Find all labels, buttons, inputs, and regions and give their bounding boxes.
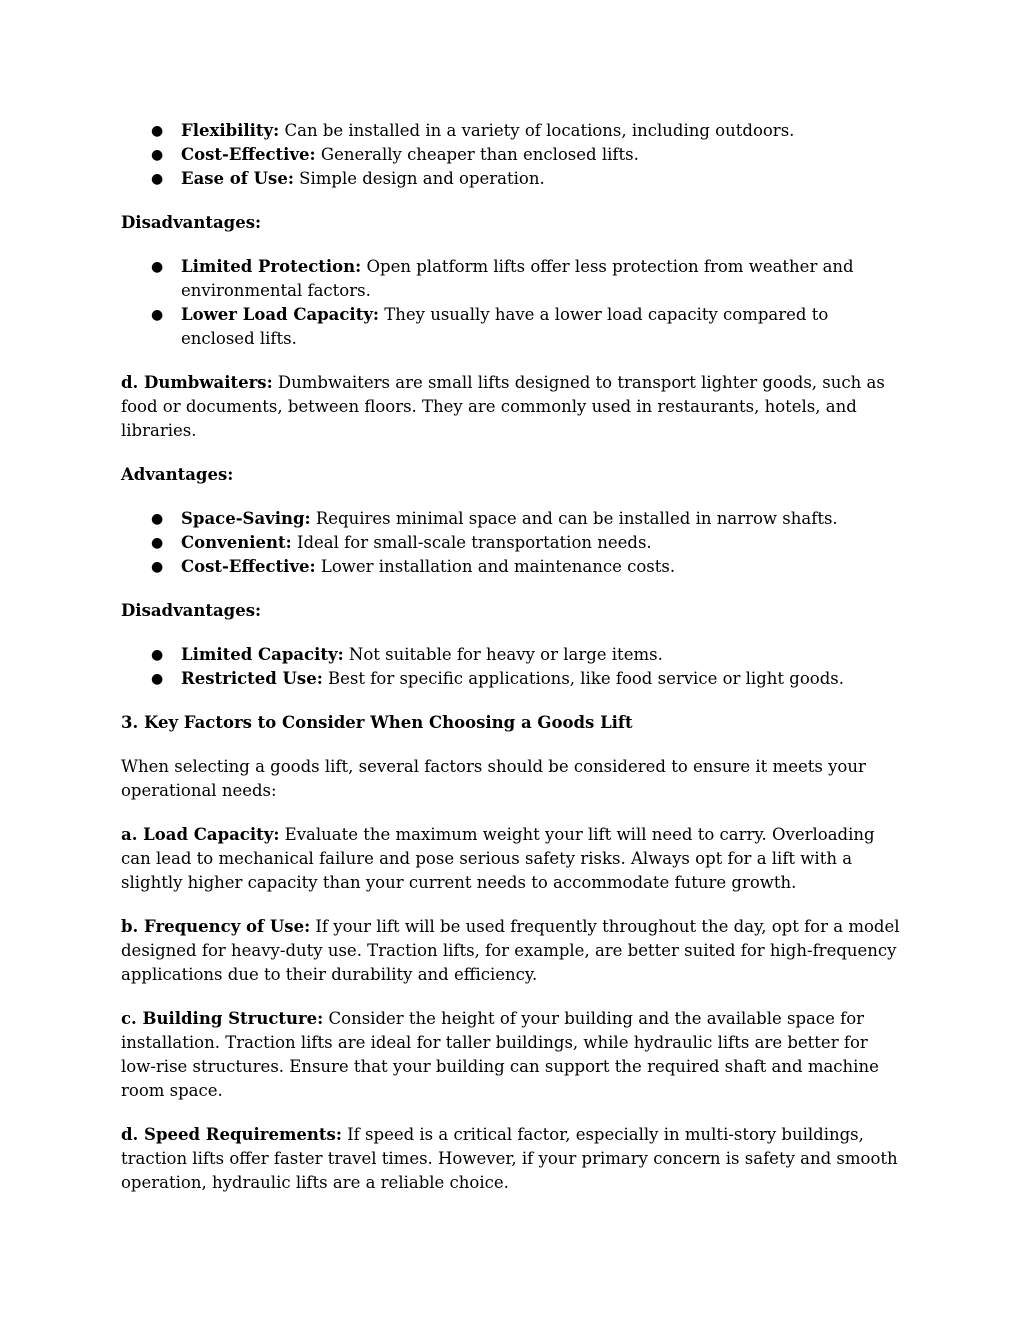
bullet-icon: ●	[151, 123, 164, 139]
list-item	[121, 507, 901, 531]
list-item-term: Convenient:	[181, 533, 292, 552]
list-item	[121, 643, 901, 667]
list-item-term: Cost-Effective:	[181, 145, 316, 164]
bullet-list-disadvantages-dumbwaiters	[121, 643, 901, 691]
paragraph-load-capacity	[121, 823, 901, 895]
bullet-icon: ●	[151, 307, 164, 323]
list-item-term: Restricted Use:	[181, 669, 323, 688]
bullet-icon: ●	[151, 171, 164, 187]
list-item-desc: Generally cheaper than enclosed lifts.	[315, 145, 639, 164]
list-item-term: Flexibility:	[181, 121, 280, 140]
heading-disadvantages: Disadvantages:	[121, 601, 262, 620]
heading-disadvantages: Disadvantages:	[121, 213, 262, 232]
bullet-list-disadvantages-platform	[121, 255, 901, 351]
paragraph-desc: If your lift will be used frequently throughout the day, opt for a model designed for heavy-duty use. Traction lifts, for example, are better suited for high-frequency applications due to their durability and efficiency.	[121, 917, 900, 984]
list-item	[121, 119, 901, 143]
paragraph-desc: If speed is a critical factor, especially in multi-story buildings, traction lifts offer faster travel times. However, if your primary concern is safety and smooth operation, hydraulic lifts are a reliable choice.	[121, 1125, 898, 1192]
bullet-icon: ●	[151, 559, 164, 575]
section-intro: When selecting a goods lift, several factors should be considered to ensure it meets your operational needs:	[121, 757, 866, 800]
paragraph-dumbwaiters	[121, 371, 901, 443]
paragraph-frequency-of-use	[121, 915, 901, 987]
bullet-icon: ●	[151, 259, 164, 275]
paragraph-building-structure	[121, 1007, 901, 1103]
list-item-term: Limited Protection:	[181, 257, 362, 276]
bullet-list-advantages-dumbwaiters	[121, 507, 901, 579]
document-page	[121, 119, 901, 1195]
paragraph-term: d. Speed Requirements:	[121, 1125, 342, 1144]
list-item	[121, 531, 901, 555]
list-item-desc: Ideal for small-scale transportation needs.	[291, 533, 652, 552]
paragraph-term: b. Frequency of Use:	[121, 917, 311, 936]
paragraph-term: c. Building Structure:	[121, 1009, 324, 1028]
bullet-icon: ●	[151, 535, 164, 551]
paragraph-desc: Dumbwaiters are small lifts designed to transport lighter goods, such as food or documents, between floors. They are commonly used in restaurants, hotels, and libraries.	[121, 373, 885, 440]
list-item-desc: Open platform lifts offer less protection from weather and environmental factors.	[181, 257, 854, 300]
list-item	[121, 667, 901, 691]
section-title: 3. Key Factors to Consider When Choosing a Goods Lift	[121, 713, 633, 732]
paragraph-term: a. Load Capacity:	[121, 825, 280, 844]
list-item	[121, 167, 901, 191]
paragraph-desc: Evaluate the maximum weight your lift will need to carry. Overloading can lead to mechanical failure and pose serious safety risks. Always opt for a lift with a slightly higher capacity than your current needs to accommodate future growth.	[121, 825, 875, 892]
list-item-desc: Can be installed in a variety of locations, including outdoors.	[279, 121, 795, 140]
list-item-term: Space-Saving:	[181, 509, 311, 528]
bullet-list-advantages-platform	[121, 119, 901, 191]
list-item-desc: Lower installation and maintenance costs.	[315, 557, 676, 576]
bullet-icon: ●	[151, 647, 164, 663]
list-item	[121, 143, 901, 167]
list-item-term: Limited Capacity:	[181, 645, 344, 664]
list-item	[121, 303, 901, 351]
list-item	[121, 255, 901, 303]
bullet-icon: ●	[151, 671, 164, 687]
list-item	[121, 555, 901, 579]
list-item-desc: Simple design and operation.	[293, 169, 545, 188]
list-item-desc: Best for specific applications, like food service or light goods.	[322, 669, 844, 688]
list-item-term: Cost-Effective:	[181, 557, 316, 576]
list-item-desc: Not suitable for heavy or large items.	[343, 645, 663, 664]
list-item-desc: They usually have a lower load capacity compared to enclosed lifts.	[181, 305, 829, 348]
paragraph-desc: Consider the height of your building and the available space for installation. Traction lifts are ideal for taller buildings, while hydraulic lifts are better for low-rise structures. Ensure that your building can support the required shaft and machine room space.	[121, 1009, 879, 1100]
paragraph-speed-requirements	[121, 1123, 901, 1195]
list-item-desc: Requires minimal space and can be installed in narrow shafts.	[310, 509, 838, 528]
list-item-term: Lower Load Capacity:	[181, 305, 379, 324]
bullet-icon: ●	[151, 147, 164, 163]
heading-advantages: Advantages:	[121, 465, 234, 484]
bullet-icon: ●	[151, 511, 164, 527]
list-item-term: Ease of Use:	[181, 169, 294, 188]
paragraph-term: d. Dumbwaiters:	[121, 373, 273, 392]
